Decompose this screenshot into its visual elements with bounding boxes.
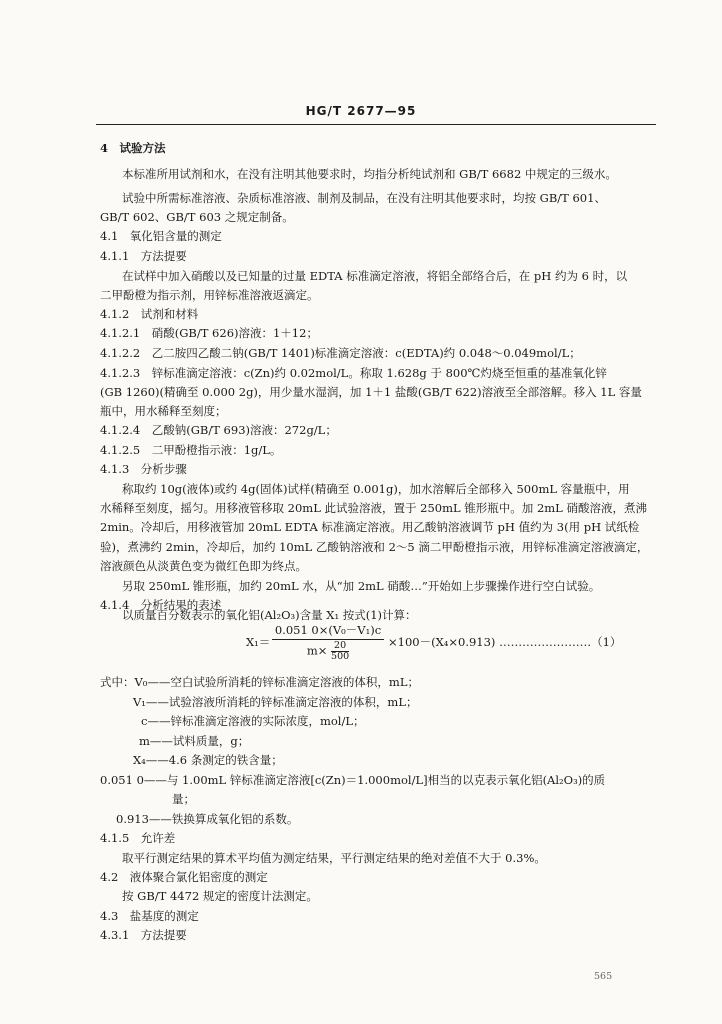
paragraph-line: 瓶中，用水稀释至刻度；: [100, 404, 227, 418]
paragraph-line: 试验中所需标准溶液、杂质标准溶液、制剂及制品，在没有注明其他要求时，均按 GB/T 601、: [122, 191, 606, 205]
section-heading: 4 试验方法: [100, 141, 166, 155]
paragraph-line: 取平行测定结果的算术平均值为测定结果，平行测定结果的绝对差值不大于 0.3%。: [122, 851, 546, 865]
paragraph-line: 称取约 10g(液体)或约 4g(固体)试样(精确至 0.001g)，加水溶解后全部移入 500mL 容量瓶中，用: [122, 482, 630, 496]
formula-dilution-numerator: 20: [331, 641, 349, 652]
paragraph-line: (GB 1260)(精确至 0.000 2g)，用少量水湿润，加 1＋1 盐酸(GB/T 622)溶液至全部溶解。移入 1L 容量: [100, 385, 642, 399]
subsection-heading: 4.3 盐基度的测定: [100, 909, 199, 923]
formula-dilution-fraction: [331, 641, 349, 662]
reagent-item: 4.1.2.3 锌标准滴定溶液：c(Zn)约 0.02mol/L。称取 1.628g 于 800℃灼烧至恒重的基准氧化锌: [100, 366, 607, 380]
paragraph-line: 以质量百分数表示的氧化铝(Al₂O₃)含量 X₁ 按式(1)计算：: [122, 608, 417, 622]
paragraph-line: 按 GB/T 4472 规定的密度计法测定。: [122, 889, 318, 903]
formula-numerator: 0.051 0×(V₀－V₁)c: [272, 622, 384, 640]
subsection-heading: 4.1.2 试剂和材料: [100, 307, 199, 321]
reagent-item: 4.1.2.2 乙二胺四乙酸二钠(GB/T 1401)标准滴定溶液：c(EDTA)约 0.048～0.049mol/L；: [100, 346, 581, 360]
subsection-heading: 4.1.3 分析步骤: [100, 462, 187, 476]
symbol-definition: 式中：V₀——空白试验所消耗的锌标准滴定溶液的体积，mL；: [100, 675, 419, 689]
paragraph-line: 在试样中加入硝酸以及已知量的过量 EDTA 标准滴定溶液，将铝全部络合后，在 pH 约为 6 时，以: [122, 269, 628, 283]
symbol-definition: V₁——试验溶液所消耗的锌标准滴定溶液的体积，mL；: [133, 695, 418, 709]
formula-fraction: [272, 622, 384, 662]
paragraph-line: 本标准所用试剂和水，在没有注明其他要求时，均指分析纯试剂和 GB/T 6682 中规定的三级水。: [122, 167, 617, 181]
subsection-heading: 4.3.1 方法提要: [100, 928, 187, 942]
page-number: 565: [594, 971, 613, 982]
running-header: HG/T 2677—95: [305, 104, 417, 118]
formula-1: [246, 622, 656, 668]
subsection-heading: 4.1.1 方法提要: [100, 249, 187, 263]
paragraph-line: 2min。冷却后，用移液管加 20mL EDTA 标准滴定溶液。用乙酸钠溶液调节 pH 值约为 3(用 pH 试纸检: [100, 520, 640, 534]
paragraph-line: 水稀释至刻度，摇匀。用移液管移取 20mL 此试验溶液，置于 250mL 锥形瓶中。加 2mL 硝酸溶液，煮沸: [100, 501, 647, 515]
paragraph-line: 溶液颜色从淡黄色变为微红色即为终点。: [100, 559, 307, 573]
symbol-definition: 0.051 0——与 1.00mL 锌标准滴定溶液[c(Zn)＝1.000mol/L]相当的以克表示氧化铝(Al₂O₃)的质: [100, 773, 606, 787]
formula-lhs: X₁＝: [246, 635, 271, 649]
reagent-item: 4.1.2.1 硝酸(GB/T 626)溶液：1＋12；: [100, 326, 318, 340]
subsection-heading: 4.1 氧化铝含量的测定: [100, 229, 222, 243]
symbol-definition: m——试料质量，g；: [139, 734, 250, 748]
paragraph-line: 验)，煮沸约 2min，冷却后，加约 10mL 乙酸钠溶液和 2～5 滴二甲酚橙指示液，用锌标准滴定溶液滴定，: [100, 540, 649, 554]
paragraph-line: 二甲酚橙为指示剂，用锌标准溶液返滴定。: [100, 288, 319, 302]
formula-tail: ×100－(X₄×0.913) ……………………（1）: [388, 635, 622, 649]
formula-dilution-denominator: 500: [331, 651, 350, 662]
paragraph-line: 量；: [172, 792, 195, 806]
subsection-heading: 4.2 液体聚合氯化铝密度的测定: [100, 870, 268, 884]
formula-den-mass: m×: [306, 643, 328, 658]
subsection-heading: 4.1.5 允许差: [100, 831, 176, 845]
paragraph-line: GB/T 602、GB/T 603 之规定制备。: [100, 210, 294, 224]
reagent-item: 4.1.2.5 二甲酚橙指示液：1g/L。: [100, 443, 282, 457]
paragraph-line: 另取 250mL 锥形瓶，加约 20mL 水，从“加 2mL 硝酸…”开始如上步骤操作进行空白试验。: [122, 579, 601, 593]
symbol-definition: 0.913——铁换算成氧化铝的系数。: [116, 812, 299, 826]
formula-denominator: [272, 640, 384, 662]
subsection-heading: 4.1.4 分析结果的表述: [100, 598, 222, 612]
symbol-definition: c——锌标准滴定溶液的实际浓度，mol/L；: [141, 714, 365, 728]
header-rule: [96, 124, 656, 125]
symbol-definition: X₄——4.6 条测定的铁含量；: [133, 753, 283, 767]
reagent-item: 4.1.2.4 乙酸钠(GB/T 693)溶液：272g/L；: [100, 423, 337, 437]
